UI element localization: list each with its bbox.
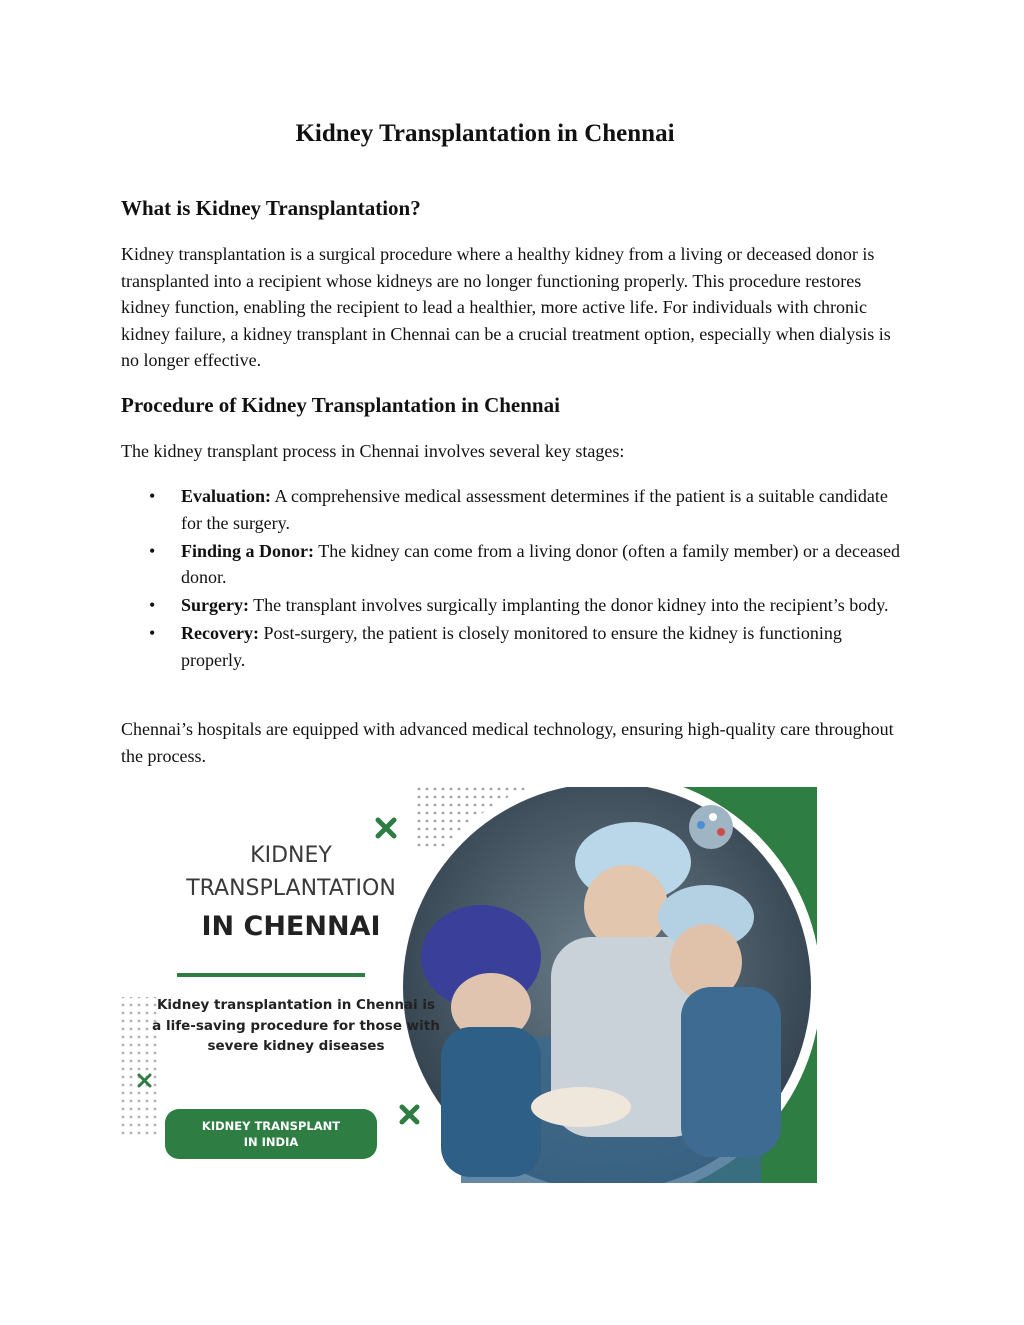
step-text: A comprehensive medical assessment determines if the patient is a suitable candidate for the surgery. bbox=[181, 486, 888, 533]
step-term: Finding a Donor: bbox=[181, 540, 315, 561]
step-text: Post-surgery, the patient is closely monitored to ensure the kidney is functioning properly. bbox=[181, 623, 842, 670]
banner-cta-line: KIDNEY TRANSPLANT bbox=[201, 1119, 341, 1133]
step-term: Recovery: bbox=[181, 623, 259, 643]
step-text: The kidney can come from a living donor (often a family member) or a deceased donor. bbox=[181, 540, 900, 587]
x-mark-icon bbox=[402, 1107, 417, 1122]
bullet-icon: • bbox=[149, 486, 156, 506]
page-title: Kidney Transplantation in Chennai bbox=[295, 120, 675, 147]
banner-heading-line2: IN CHENNAI bbox=[201, 911, 381, 942]
procedure-closing: Chennai’s hospitals are equipped with advanced medical technology, ensuring high-quality care throughout the process. bbox=[121, 719, 894, 766]
bullet-icon: • bbox=[149, 540, 156, 561]
list-item bbox=[121, 620, 901, 673]
step-term: Surgery: bbox=[181, 595, 249, 615]
banner-description: Kidney transplantation in Chennai is a life-saving procedure for those with severe kidney diseases bbox=[152, 997, 440, 1054]
step-term: Evaluation: bbox=[181, 486, 272, 506]
section-heading-procedure: Procedure of Kidney Transplantation in Chennai bbox=[121, 393, 560, 417]
bullet-icon: • bbox=[149, 595, 156, 615]
banner-cta-line: IN INDIA bbox=[243, 1135, 299, 1149]
procedure-steps-list bbox=[121, 483, 901, 675]
section-body-what-is: Kidney transplantation is a surgical procedure where a healthy kidney from a living or deceased donor is transplanted into a recipient whose kidneys are no longer functioning properly. This procedure restores kidney function, enabling the recipient to lead a healthier, more active life. For individuals with chronic kidney failure, a kidney transplant in Chennai can be a crucial treatment option, especially when dialysis is no longer effective. bbox=[121, 244, 891, 370]
promo-banner-image bbox=[121, 787, 817, 1183]
banner-divider bbox=[177, 973, 365, 977]
x-mark-icon bbox=[378, 820, 394, 836]
banner-heading-word: TRANSPLANTATION bbox=[186, 876, 396, 901]
list-item bbox=[121, 592, 901, 619]
banner-heading-line1 bbox=[141, 839, 441, 905]
bullet-icon: • bbox=[149, 623, 156, 643]
list-item bbox=[121, 483, 901, 536]
step-text: The transplant involves surgically implanting the donor kidney into the recipient’s body. bbox=[248, 595, 889, 615]
banner-cta-button bbox=[165, 1109, 377, 1159]
banner-heading-word: KIDNEY bbox=[250, 843, 332, 868]
list-item bbox=[121, 538, 901, 591]
procedure-intro: The kidney transplant process in Chennai involves several key stages: bbox=[121, 441, 625, 461]
section-heading-what-is: What is Kidney Transplantation? bbox=[121, 196, 421, 220]
